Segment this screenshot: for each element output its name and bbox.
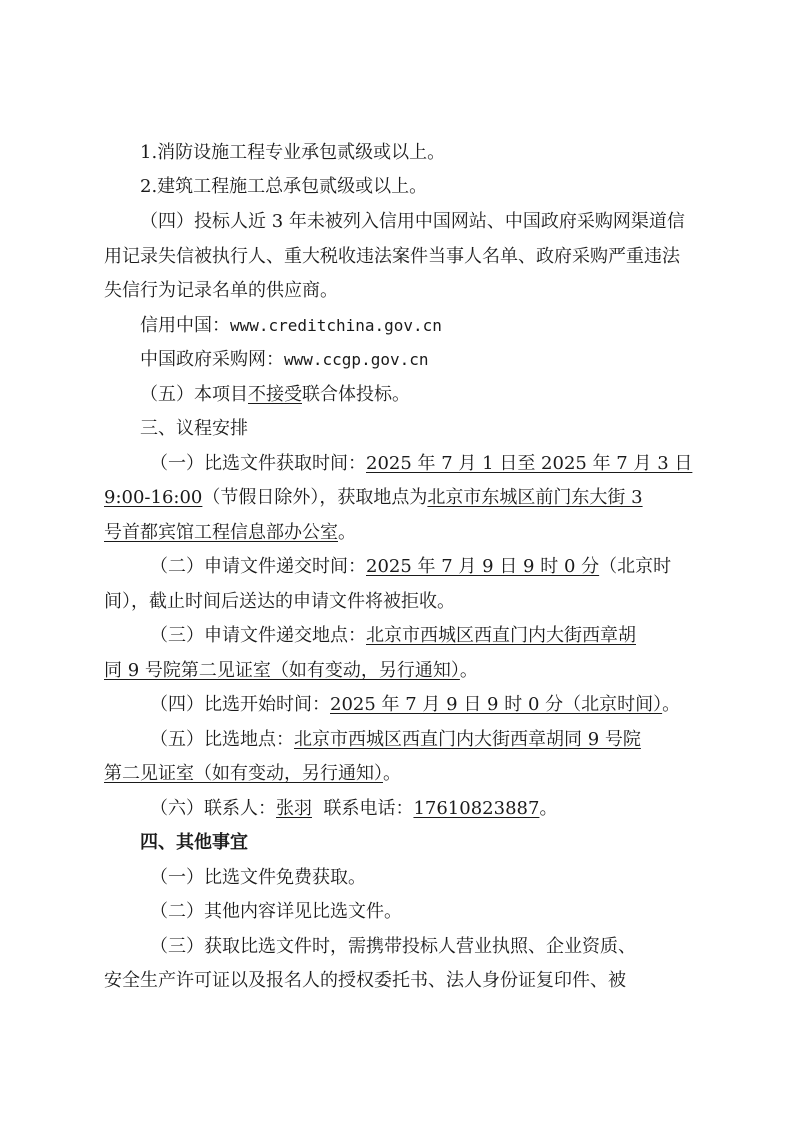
doc-acquire-time-label: （一）比选文件获取时间： bbox=[150, 453, 366, 474]
doc-acquire-time-line-3 bbox=[104, 521, 791, 545]
doc-acquire-mid: （节假日除外），获取地点为 bbox=[202, 487, 428, 508]
selection-start-end: 。 bbox=[662, 694, 681, 715]
ccgp-url[interactable]: www.ccgp.gov.cn bbox=[284, 350, 429, 369]
selection-place-line-2 bbox=[104, 762, 791, 786]
section-4-heading: 四、其他事宜 bbox=[140, 832, 248, 853]
qualification-item-2: 2.建筑工程施工总承包贰级或以上。 bbox=[140, 176, 428, 197]
other-item-1: （一）比选文件免费获取。 bbox=[150, 867, 366, 888]
other-item-3-line-1: （三）获取比选文件时，需携带投标人营业执照、企业资质、 bbox=[150, 936, 636, 957]
credit-china-label: 信用中国： bbox=[140, 315, 230, 336]
credit-requirement-line-1: （四）投标人近 3 年未被列入信用中国网站、中国政府采购网渠道信 bbox=[140, 211, 685, 232]
selection-start-value: 2025 年 7 月 9 日 9 时 0 分（北京时间） bbox=[330, 694, 663, 715]
doc-acquire-time-line-1 bbox=[150, 452, 791, 476]
consortium-line bbox=[140, 383, 791, 407]
selection-place-label: （五）比选地点： bbox=[150, 729, 294, 750]
doc-acquire-time-line-2 bbox=[104, 486, 791, 510]
consortium-post: 联合体投标。 bbox=[302, 384, 410, 405]
contact-name: 张羽 bbox=[276, 798, 312, 819]
submit-time-line-1 bbox=[150, 555, 791, 579]
submit-time-line-2: 间），截止时间后送达的申请文件将被拒收。 bbox=[104, 591, 455, 612]
consortium-pre: （五）本项目 bbox=[140, 384, 248, 405]
selection-start-line bbox=[150, 693, 791, 717]
qualification-item-1: 1.消防设施工程专业承包贰级或以上。 bbox=[140, 142, 446, 163]
doc-acquire-end: 。 bbox=[338, 522, 356, 543]
other-item-2: （二）其他内容详见比选文件。 bbox=[150, 901, 402, 922]
selection-place-value-2: 第二见证室（如有变动，另行通知） bbox=[104, 763, 383, 784]
selection-start-label: （四）比选开始时间： bbox=[150, 694, 330, 715]
ccgp-label: 中国政府采购网： bbox=[140, 349, 284, 370]
doc-acquire-hours: 9:00-16:00 bbox=[104, 487, 203, 508]
doc-acquire-date-range: 2025 年 7 月 1 日至 2025 年 7 月 3 日 bbox=[366, 453, 693, 474]
submit-place-line-1 bbox=[150, 624, 791, 648]
section-3-heading: 三、议程安排 bbox=[140, 418, 248, 439]
doc-acquire-place-2: 号首都宾馆工程信息部办公室 bbox=[104, 522, 338, 543]
submit-place-label: （三）申请文件递交地点： bbox=[150, 625, 366, 646]
contact-phone: 17610823887 bbox=[413, 798, 540, 819]
contact-phone-label: 联系电话： bbox=[312, 798, 414, 819]
submit-time-value: 2025 年 7 月 9 日 9 时 0 分 bbox=[366, 556, 600, 577]
other-item-3-line-2: 安全生产许可证以及报名人的授权委托书、法人身份证复印件、被 bbox=[104, 970, 626, 991]
submit-place-end: 。 bbox=[459, 660, 478, 681]
selection-place-line-1 bbox=[150, 728, 791, 752]
ccgp-line bbox=[140, 348, 791, 372]
contact-line bbox=[150, 797, 791, 821]
selection-place-value-1: 北京市西城区西直门内大街西章胡同 9 号院 bbox=[294, 729, 641, 750]
submit-place-line-2 bbox=[104, 659, 791, 683]
consortium-underlined: 不接受 bbox=[248, 384, 302, 405]
submit-time-label: （二）申请文件递交时间： bbox=[150, 556, 366, 577]
credit-requirement-line-3: 失信行为记录名单的供应商。 bbox=[104, 280, 338, 301]
contact-label: （六）联系人： bbox=[150, 798, 276, 819]
submit-time-tz: （北京时 bbox=[599, 556, 672, 577]
selection-place-end: 。 bbox=[383, 763, 401, 784]
credit-requirement-line-2: 用记录失信被执行人、重大税收违法案件当事人名单、政府采购严重违法 bbox=[104, 246, 680, 267]
doc-acquire-place-1: 北京市东城区前门东大街 3 bbox=[427, 487, 643, 508]
submit-place-value-1: 北京市西城区西直门内大街西章胡 bbox=[366, 625, 636, 646]
contact-end: 。 bbox=[539, 798, 558, 819]
submit-place-value-2: 同 9 号院第二见证室（如有变动，另行通知） bbox=[104, 660, 460, 681]
credit-china-url[interactable]: www.creditchina.gov.cn bbox=[230, 316, 442, 335]
credit-china-line bbox=[140, 314, 791, 338]
